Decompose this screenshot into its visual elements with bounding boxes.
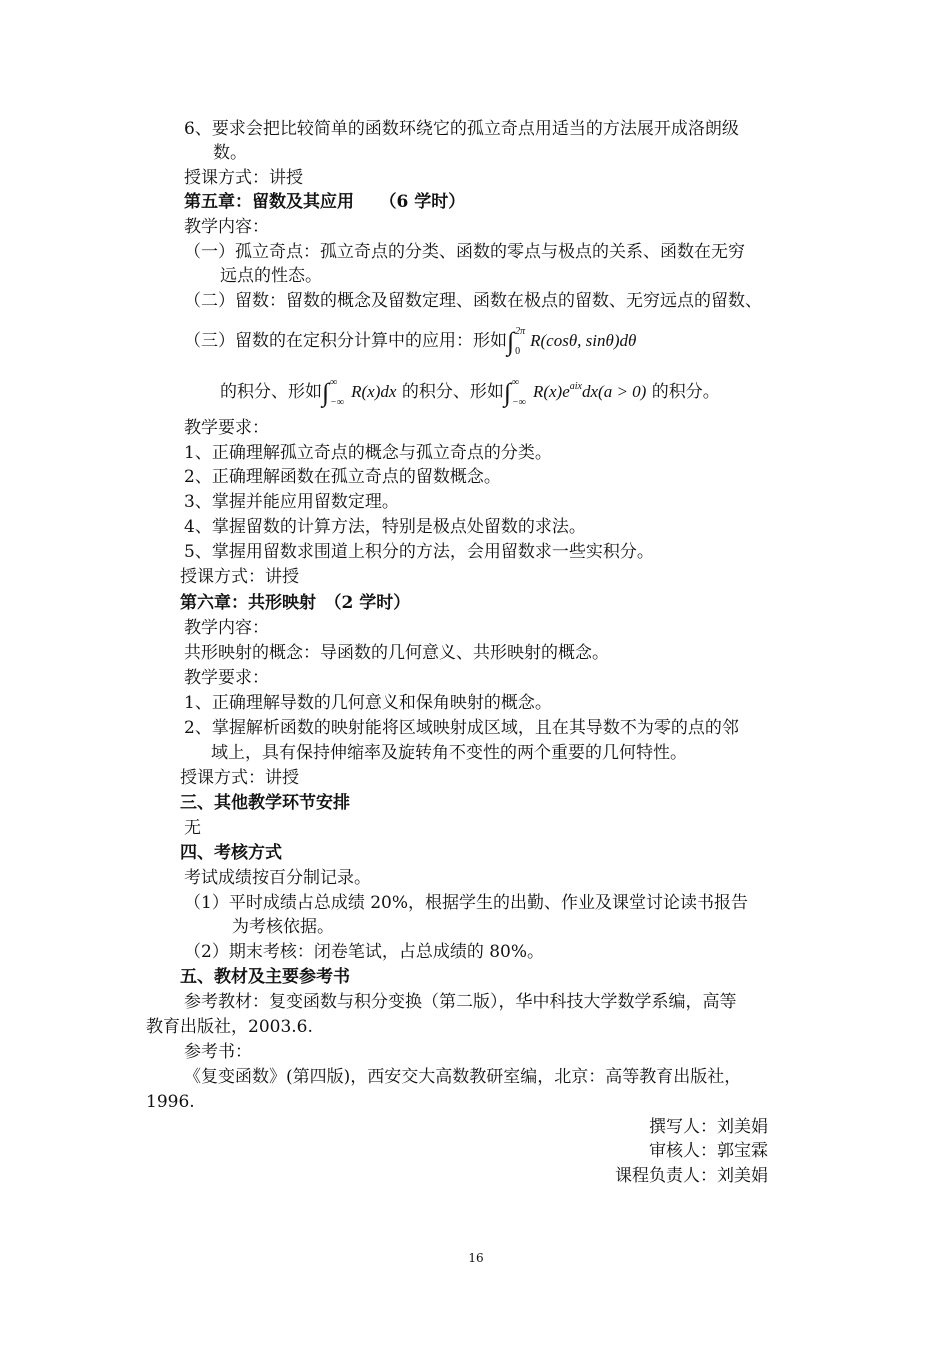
sec3-body: 无 [184, 818, 201, 838]
ch5-req-5: 5、掌握用留数求围道上积分的方法，会用留数求一些实积分。 [184, 542, 654, 562]
integrand-3b: dx(a > 0) [582, 382, 647, 401]
ch5-content-label: 教学内容： [184, 217, 269, 237]
ch4-req-6-cont: 数。 [213, 143, 247, 163]
sec5-textbook: 参考教材：复变函数与积分变换（第二版），华中科技大学数学系编，高等 [184, 992, 737, 1012]
text-1: 的积分、形如 [220, 382, 322, 402]
sec4-line-3: （2）期末考核：闭卷笔试，占总成绩的 80%。 [184, 942, 545, 962]
sec4-title: 四、考核方式 [180, 843, 282, 863]
ch5-content-3 [184, 326, 637, 357]
ch5-content-1-cont: 远点的性态。 [220, 266, 322, 286]
ch6-req-1: 1、正确理解导数的几何意义和保角映射的概念。 [184, 693, 552, 713]
ch5-req-1: 1、正确理解孤立奇点的概念与孤立奇点的分类。 [184, 443, 552, 463]
integral-sign-icon: ∫ [322, 378, 330, 407]
ch6-content-1: 共形映射的概念：导函数的几何意义、共形映射的概念。 [184, 643, 609, 663]
ch6-content-label: 教学内容： [184, 618, 269, 638]
exponent: aix [569, 381, 582, 392]
integral-formula-2 [322, 377, 397, 408]
text-2: 的积分、形如 [401, 382, 504, 402]
upper-limit: 2π [515, 326, 526, 337]
ch5-content-1: （一）孤立奇点：孤立奇点的分类、函数的零点与极点的关系、函数在无穷 [184, 242, 745, 262]
upper-limit: ∞ [511, 377, 520, 388]
ch5-content-2: （二）留数：留数的概念及留数定理、函数在极点的留数、无穷远点的留数、 [184, 291, 762, 311]
text-3: 的积分。 [651, 382, 720, 402]
upper-limit: ∞ [330, 377, 338, 388]
ch6-req-2-cont: 域上，具有保持伸缩率及旋转角不变性的两个重要的几何特性。 [211, 743, 687, 763]
lower-limit: −∞ [330, 397, 345, 408]
signature-owner: 课程负责人：刘美娟 [615, 1166, 768, 1186]
signature-writer: 撰写人：刘美娟 [649, 1117, 768, 1137]
integrand-2: R(x)dx [351, 382, 397, 401]
lower-limit: −∞ [511, 397, 526, 408]
ch5-content-3-text: （三）留数的在定积分计算中的应用：形如 [184, 331, 507, 351]
ch5-method: 授课方式：讲授 [180, 567, 299, 587]
sec4-line-2-cont: 为考核依据。 [232, 917, 334, 937]
integrand-3a: R(x)e [532, 382, 570, 401]
sec4-line-1: 考试成绩按百分制记录。 [184, 868, 371, 888]
sec5-title: 五、教材及主要参考书 [180, 967, 350, 987]
sec3-title: 三、其他教学环节安排 [180, 793, 350, 813]
sec5-ref-1: 《复变函数》(第四版)，西安交大高数教研室编，北京：高等教育出版社， [184, 1067, 742, 1087]
ch6-req-label: 教学要求： [184, 668, 269, 688]
ch5-req-3: 3、掌握并能应用留数定理。 [184, 492, 399, 512]
ch5-title: 第五章：留数及其应用 （6 学时） [184, 192, 466, 212]
ch4-method: 授课方式：讲授 [184, 168, 303, 188]
integral-formula-1 [507, 326, 637, 357]
sec5-textbook-cont: 教育出版社，2003.6. [146, 1017, 313, 1037]
ch4-req-6: 6、要求会把比较简单的函数环绕它的孤立奇点用适当的方法展开成洛朗级 [184, 119, 739, 139]
ch5-req-label: 教学要求： [184, 418, 269, 438]
sec4-line-2: （1）平时成绩占总成绩 20%，根据学生的出勤、作业及课堂讨论读书报告 [184, 893, 749, 913]
sec5-ref-1-cont: 1996. [146, 1092, 195, 1112]
page-number: 16 [468, 1251, 484, 1265]
ch5-req-4: 4、掌握留数的计算方法，特别是极点处留数的求法。 [184, 517, 586, 537]
ch6-req-2: 2、掌握解析函数的映射能将区域映射成区域，且在其导数不为零的点的邻 [184, 718, 739, 738]
integral-formula-3 [503, 377, 647, 408]
integral-sign-icon: ∫ [503, 378, 511, 407]
ch5-content-3-cont [220, 377, 720, 407]
signature-reviewer: 审核人：郭宝霖 [649, 1141, 768, 1161]
integrand-1: R(cosθ, sinθ)dθ [530, 331, 637, 350]
lower-limit: 0 [515, 346, 521, 357]
ch6-title: 第六章：共形映射 （2 学时） [180, 593, 411, 613]
sec5-ref-label: 参考书： [184, 1042, 252, 1062]
ch5-req-2: 2、正确理解函数在孤立奇点的留数概念。 [184, 467, 501, 487]
ch6-method: 授课方式：讲授 [180, 768, 299, 788]
integral-sign-icon: ∫ [507, 327, 515, 356]
